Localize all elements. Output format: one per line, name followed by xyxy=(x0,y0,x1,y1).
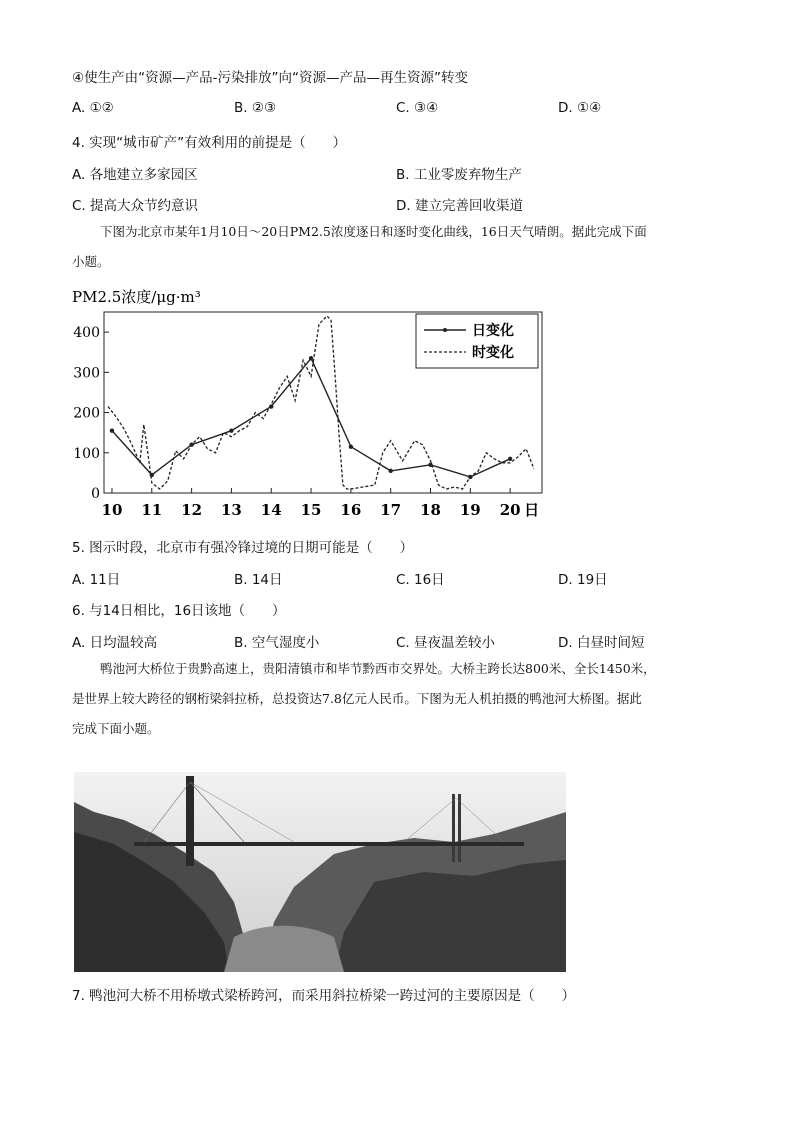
x-tick-label: 12 xyxy=(181,501,203,519)
intro-paragraph-2 xyxy=(72,654,752,744)
bridge-tower-right-a xyxy=(452,794,455,862)
y-tick-label: 0 xyxy=(91,486,100,502)
q4-option-d: D. 建立完善回收渠道 xyxy=(396,198,523,214)
q3-option-d: D. ①④ xyxy=(558,100,602,116)
intro-2-line-2: 是世界上较大跨径的钢桁梁斜拉桥，总投资达7.8亿元人民币。下图为无人机拍摄的鸭池河大桥图。据此 xyxy=(72,691,642,706)
x-tick-label: 11 xyxy=(141,501,163,519)
daily-point xyxy=(508,457,512,461)
pm25-chart xyxy=(68,284,548,524)
q7-stem: 7. 鸭池河大桥不用桥墩式梁桥跨河，而采用斜拉桥梁一跨过河的主要原因是（ ） xyxy=(72,988,576,1004)
x-tick-label: 16 xyxy=(340,501,362,519)
x-tick-label: 19 xyxy=(459,501,481,519)
x-tick-label: 18 xyxy=(420,501,441,519)
q4-option-c: C. 提高大众节约意识 xyxy=(72,198,199,214)
q3-option-a: A. ①② xyxy=(72,100,114,116)
x-tick-label: 13 xyxy=(220,501,242,519)
intro-1-line-2: 小题。 xyxy=(72,254,110,269)
legend-daily-marker xyxy=(443,328,447,332)
q6-option-b: B. 空气湿度小 xyxy=(234,635,320,651)
q5-option-c: C. 16日 xyxy=(396,572,445,588)
chart-ylabel: PM2.5浓度/μg·m³ xyxy=(72,288,201,306)
q6-option-d: D. 白昼时间短 xyxy=(558,635,645,651)
x-tick-label: 10 xyxy=(101,501,123,519)
q4-option-b: B. 工业零废弃物生产 xyxy=(396,167,522,183)
daily-point xyxy=(110,428,114,432)
daily-point xyxy=(309,356,313,360)
q5-option-d: D. 19日 xyxy=(558,572,608,588)
x-tick-label: 20 xyxy=(499,501,521,519)
q5-stem: 5. 图示时段，北京市有强冷锋过境的日期可能是（ ） xyxy=(72,540,414,556)
x-unit-label: 日 xyxy=(524,501,540,519)
intro-2-line-1: 鸭池河大桥位于贵黔高速上，贵阳清镇市和毕节黔西市交界处。大桥主跨长达800米、全长1450米， xyxy=(100,661,656,676)
y-tick-label: 200 xyxy=(73,405,100,422)
intro-2-line-3: 完成下面小题。 xyxy=(72,721,160,736)
bridge-tower-left xyxy=(186,776,194,866)
y-tick-label: 400 xyxy=(73,325,100,342)
q3-item-4: ④使生产由“资源—产品-污染排放”向“资源—产品—再生资源”转变 xyxy=(72,70,468,86)
x-tick-label: 14 xyxy=(260,501,282,519)
x-tick-label: 15 xyxy=(300,501,322,519)
y-tick-label: 300 xyxy=(73,365,100,382)
daily-point xyxy=(229,428,233,432)
q5-option-a: A. 11日 xyxy=(72,572,121,588)
legend xyxy=(416,314,538,368)
intro-1-line-1: 下图为北京市某年1月10日～20日PM2.5浓度逐日和逐时变化曲线，16日天气晴朗。据此完成下面 xyxy=(100,224,647,239)
legend-hourly-label: 时变化 xyxy=(472,345,514,361)
q6-option-c: C. 昼夜温差较小 xyxy=(396,635,496,651)
q6-option-a: A. 日均温较高 xyxy=(72,635,158,651)
bridge-tower-right-b xyxy=(458,794,461,862)
q3-option-c: C. ③④ xyxy=(396,100,439,116)
bridge-photo xyxy=(74,772,566,972)
y-tick-label: 100 xyxy=(73,445,100,462)
intro-paragraph-1 xyxy=(72,217,752,277)
q3-option-b: B. ②③ xyxy=(234,100,277,116)
q4-option-a: A. 各地建立多家园区 xyxy=(72,167,198,183)
q6-stem: 6. 与14日相比，16日该地（ ） xyxy=(72,603,286,619)
q4-stem: 4. 实现“城市矿产”有效利用的前提是（ ） xyxy=(72,135,347,151)
daily-point xyxy=(349,445,353,449)
x-tick-label: 17 xyxy=(380,501,402,519)
daily-point xyxy=(388,469,392,473)
bridge-deck xyxy=(134,842,524,846)
q5-option-b: B. 14日 xyxy=(234,572,283,588)
legend-daily-label: 日变化 xyxy=(472,323,514,339)
